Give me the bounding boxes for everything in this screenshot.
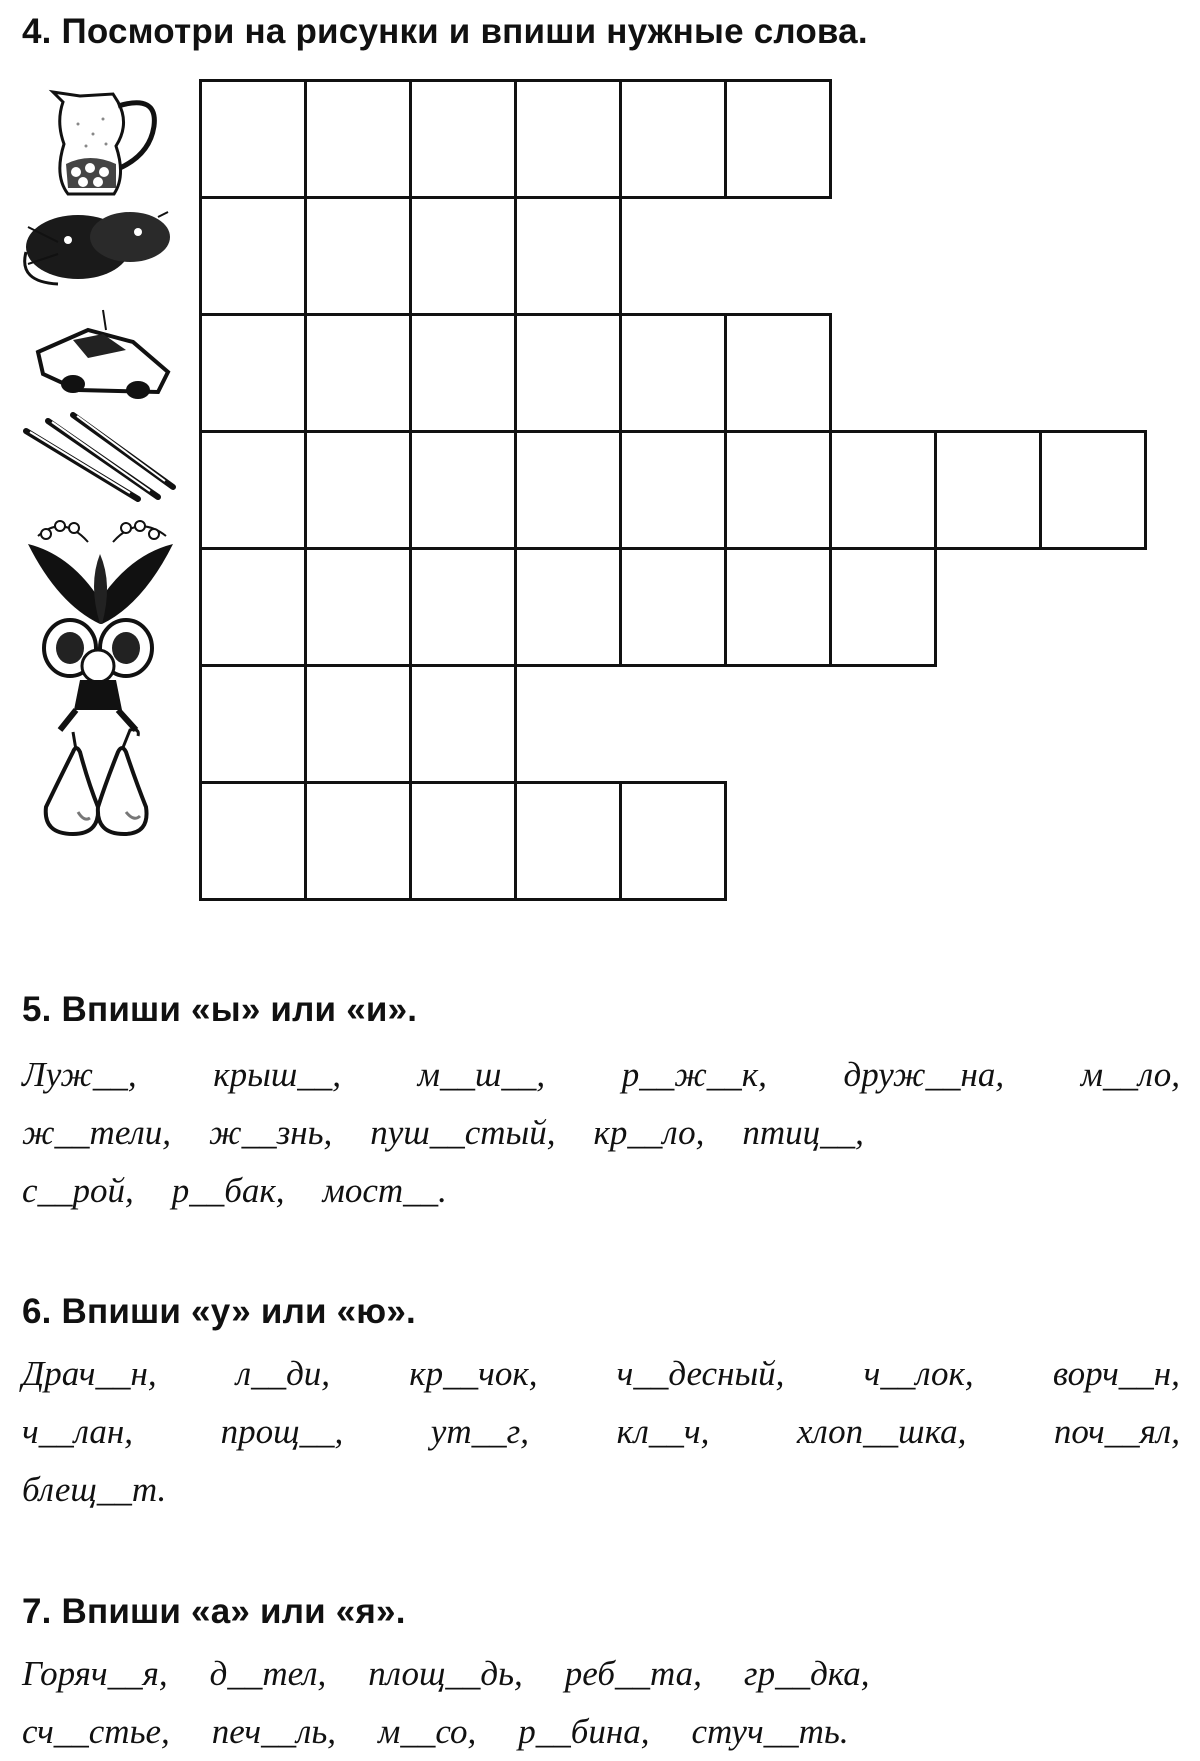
exercise-line	[22, 1403, 1180, 1461]
exercise-word[interactable]: кл__ч,	[616, 1412, 710, 1451]
crossword-cell[interactable]	[409, 547, 517, 667]
exercise-word[interactable]: реб__та,	[564, 1654, 702, 1693]
exercise-line	[22, 1645, 1180, 1703]
exercise-word[interactable]: м__ло,	[1080, 1055, 1180, 1094]
exercise-word[interactable]: поч__ял,	[1053, 1412, 1180, 1451]
exercise-word[interactable]: Драч__н,	[22, 1354, 157, 1393]
exercise-line	[22, 1104, 1180, 1162]
crossword-cell[interactable]	[199, 313, 307, 433]
task-7-title: 7. Впиши «а» или «я».	[22, 1592, 406, 1631]
crossword-cell[interactable]	[409, 196, 517, 316]
exercise-word[interactable]: гр__дка,	[743, 1654, 870, 1693]
exercise-word[interactable]: сч__стье,	[22, 1712, 170, 1751]
crossword-cell[interactable]	[199, 79, 307, 199]
exercise-line	[22, 1703, 1180, 1761]
exercise-word[interactable]: л__ди,	[235, 1354, 331, 1393]
crossword-cell[interactable]	[514, 781, 622, 901]
exercise-word[interactable]: ч__лан,	[22, 1412, 133, 1451]
crossword-cell[interactable]	[829, 547, 937, 667]
exercise-line	[22, 1046, 1180, 1104]
exercise-word[interactable]: прощ__,	[220, 1412, 344, 1451]
crossword-cell[interactable]	[304, 664, 412, 784]
crossword-cell[interactable]	[619, 430, 727, 550]
exercise-word[interactable]: ж__знь,	[209, 1113, 333, 1152]
exercise-word[interactable]: ворч__н,	[1052, 1354, 1180, 1393]
crossword-cell[interactable]	[724, 79, 832, 199]
rats-icon	[18, 192, 183, 312]
exercise-word[interactable]: ч__лок,	[863, 1354, 974, 1393]
crossword-cell[interactable]	[724, 547, 832, 667]
crossword-cell[interactable]	[199, 664, 307, 784]
crossword-cell[interactable]	[199, 196, 307, 316]
exercise-word[interactable]: мост__.	[322, 1171, 447, 1210]
jug-icon	[18, 84, 183, 204]
crossword-cell[interactable]	[934, 430, 1042, 550]
exercise-word[interactable]: д__тел,	[209, 1654, 327, 1693]
crossword-cell[interactable]	[409, 79, 517, 199]
crossword-cell[interactable]	[619, 547, 727, 667]
task-6-exercise	[22, 1345, 1180, 1519]
exercise-line	[22, 1345, 1180, 1403]
crossword-cell[interactable]	[304, 79, 412, 199]
crossword-cell[interactable]	[514, 79, 622, 199]
crossword-cell[interactable]	[199, 781, 307, 901]
exercise-word[interactable]: Луж__,	[22, 1055, 137, 1094]
exercise-word[interactable]: площ__дь,	[368, 1654, 523, 1693]
pears-icon	[18, 722, 183, 842]
exercise-word[interactable]: с__рой,	[22, 1171, 134, 1210]
crossword-cell[interactable]	[409, 664, 517, 784]
exercise-word[interactable]: кр__чок,	[409, 1354, 538, 1393]
exercise-word[interactable]: м__ш__,	[417, 1055, 546, 1094]
crossword-cell[interactable]	[304, 547, 412, 667]
pencils-icon	[18, 409, 183, 529]
car-icon	[18, 302, 183, 422]
lily-of-the-valley-icon	[18, 514, 183, 634]
exercise-word[interactable]: кр__ло,	[593, 1113, 705, 1152]
crossword-cell[interactable]	[409, 430, 517, 550]
crossword-cell[interactable]	[514, 196, 622, 316]
exercise-word[interactable]: Горяч__я,	[22, 1654, 168, 1693]
crossword-cell[interactable]	[199, 547, 307, 667]
exercise-line	[22, 1461, 1180, 1519]
exercise-word[interactable]: печ__ль,	[211, 1712, 337, 1751]
exercise-word[interactable]: птиц__,	[742, 1113, 864, 1152]
exercise-word[interactable]: р__ж__к,	[621, 1055, 767, 1094]
crossword-cell[interactable]	[304, 313, 412, 433]
task-7-exercise	[22, 1645, 1180, 1761]
crossword-cell[interactable]	[619, 79, 727, 199]
crossword-cell[interactable]	[514, 430, 622, 550]
exercise-word[interactable]: друж__на,	[843, 1055, 1005, 1094]
crossword-cell[interactable]	[829, 430, 937, 550]
crossword-cell[interactable]	[304, 196, 412, 316]
cheburashka-icon	[18, 618, 183, 738]
exercise-word[interactable]: ут__г,	[430, 1412, 530, 1451]
exercise-word[interactable]: р__бак,	[171, 1171, 285, 1210]
task-4-title: 4. Посмотри на рисунки и впиши нужные слова.	[22, 12, 868, 51]
exercise-word[interactable]: блещ__т.	[22, 1470, 167, 1509]
exercise-word[interactable]: ж__тели,	[22, 1113, 172, 1152]
crossword-cell[interactable]	[409, 313, 517, 433]
exercise-word[interactable]: крыш__,	[213, 1055, 342, 1094]
task-6-title: 6. Впиши «у» или «ю».	[22, 1292, 416, 1331]
task-5-title: 5. Впиши «ы» или «и».	[22, 990, 418, 1029]
crossword-cell[interactable]	[724, 430, 832, 550]
crossword-cell[interactable]	[619, 781, 727, 901]
exercise-word[interactable]: пуш__стый,	[370, 1113, 556, 1152]
crossword-cell[interactable]	[304, 430, 412, 550]
crossword-cell[interactable]	[199, 430, 307, 550]
exercise-word[interactable]: стуч__ть.	[691, 1712, 849, 1751]
crossword-cell[interactable]	[409, 781, 517, 901]
crossword-cell[interactable]	[514, 547, 622, 667]
crossword-cell[interactable]	[1039, 430, 1147, 550]
exercise-word[interactable]: ч__десный,	[616, 1354, 785, 1393]
exercise-line	[22, 1162, 1180, 1220]
task-5-exercise	[22, 1046, 1180, 1220]
crossword-cell[interactable]	[514, 313, 622, 433]
crossword-cell[interactable]	[304, 781, 412, 901]
exercise-word[interactable]: р__бина,	[518, 1712, 650, 1751]
exercise-word[interactable]: м__со,	[378, 1712, 477, 1751]
crossword-cell[interactable]	[724, 313, 832, 433]
crossword-cell[interactable]	[619, 313, 727, 433]
exercise-word[interactable]: хлоп__шка,	[796, 1412, 967, 1451]
